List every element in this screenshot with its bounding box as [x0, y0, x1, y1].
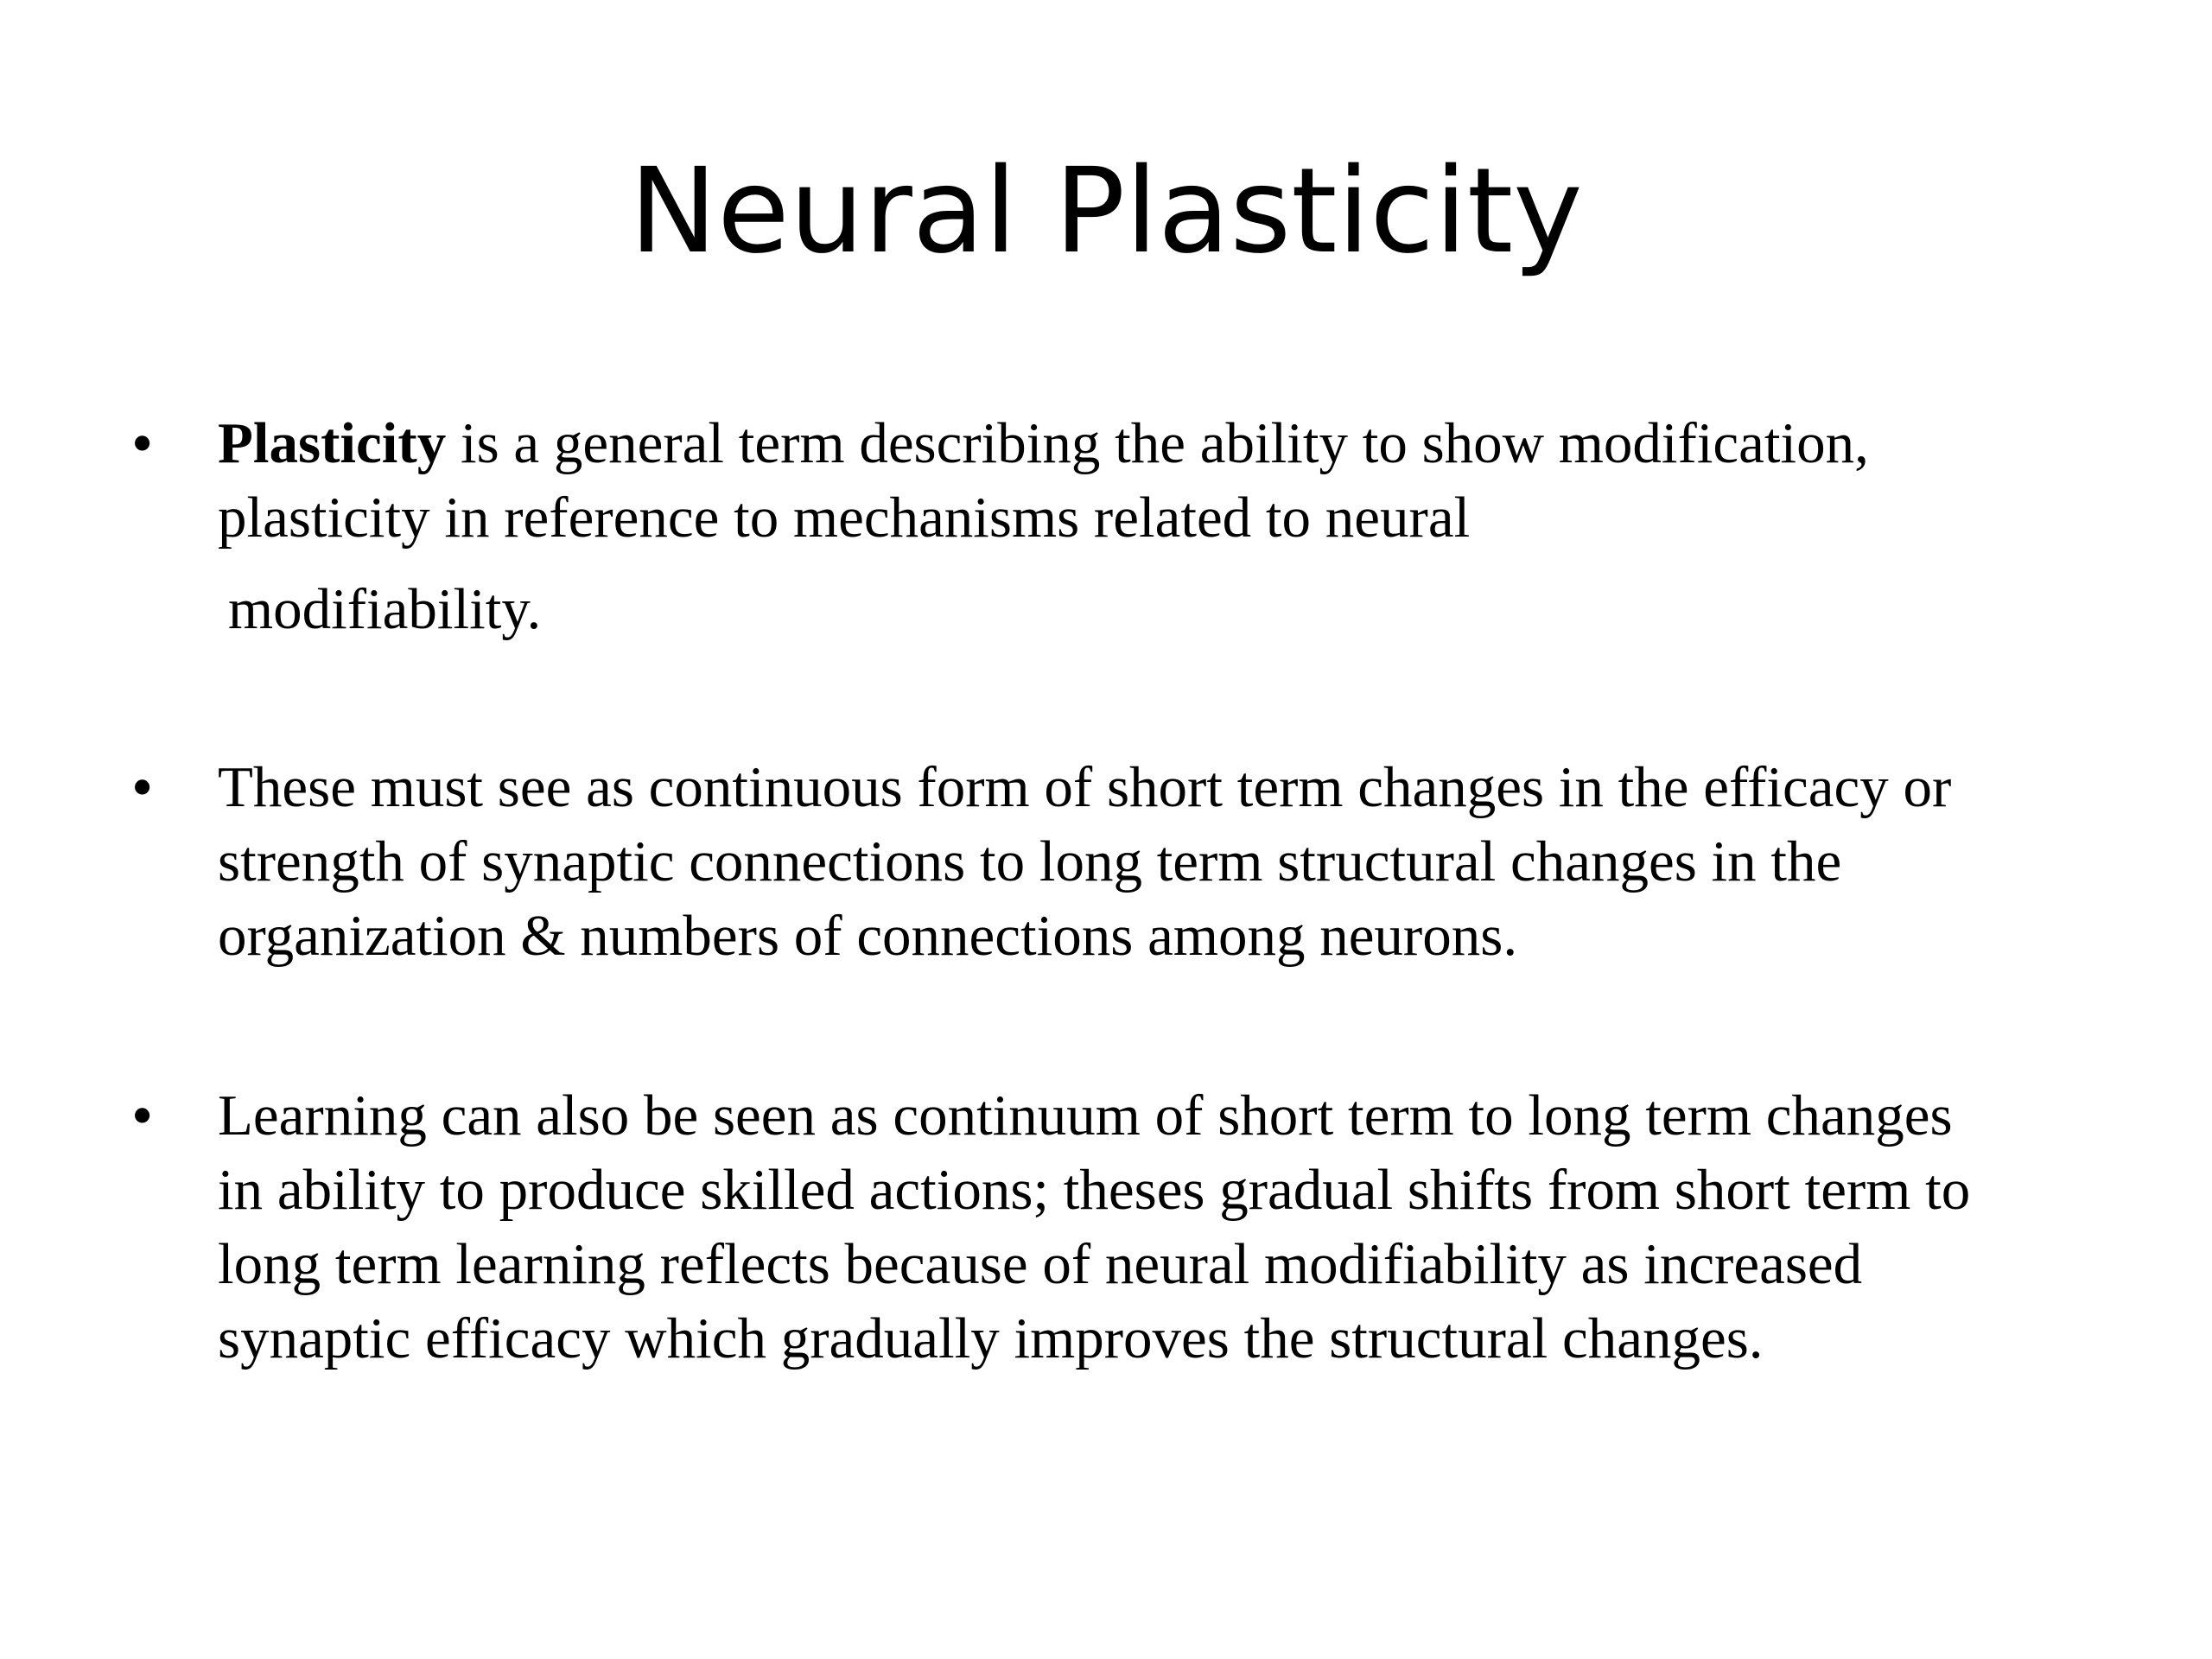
bullet-line [218, 406, 2145, 480]
bold-term: Plasticity [218, 411, 447, 475]
bullet-marker: • [131, 409, 154, 478]
bullet-marker: • [131, 753, 154, 822]
bullet-line: plasticity in reference to mechanisms related to neural [218, 486, 1471, 550]
bullet-line: long term learning reflects because of neural modifiability as increased [218, 1232, 1863, 1296]
bullet-line: synaptic efficacy which gradually improves the structural changes. [218, 1306, 1764, 1370]
bullet-text [218, 1078, 2145, 1376]
bullet-text [218, 406, 2145, 646]
bullet-text [218, 750, 2145, 973]
bullet-line: organization & numbers of connections among neurons. [218, 904, 1518, 968]
slide-title: Neural Plasticity [629, 143, 1583, 280]
bullet-line: Learning can also be seen as continuum of short term to long term changes [218, 1084, 1953, 1147]
bullet-line: in ability to produce skilled actions; theses gradual shifts from short term to [218, 1158, 1971, 1222]
bullet-line-rest: is a general term describing the ability to show modification, [446, 411, 1869, 475]
bullet-line: These must see as continuous form of short term changes in the efficacy or [218, 755, 1952, 819]
bullet-marker: • [131, 1081, 154, 1150]
bullet-line: strength of synaptic connections to long term structural changes in the [218, 830, 1842, 893]
bullet-line: modifiability. [228, 577, 542, 641]
